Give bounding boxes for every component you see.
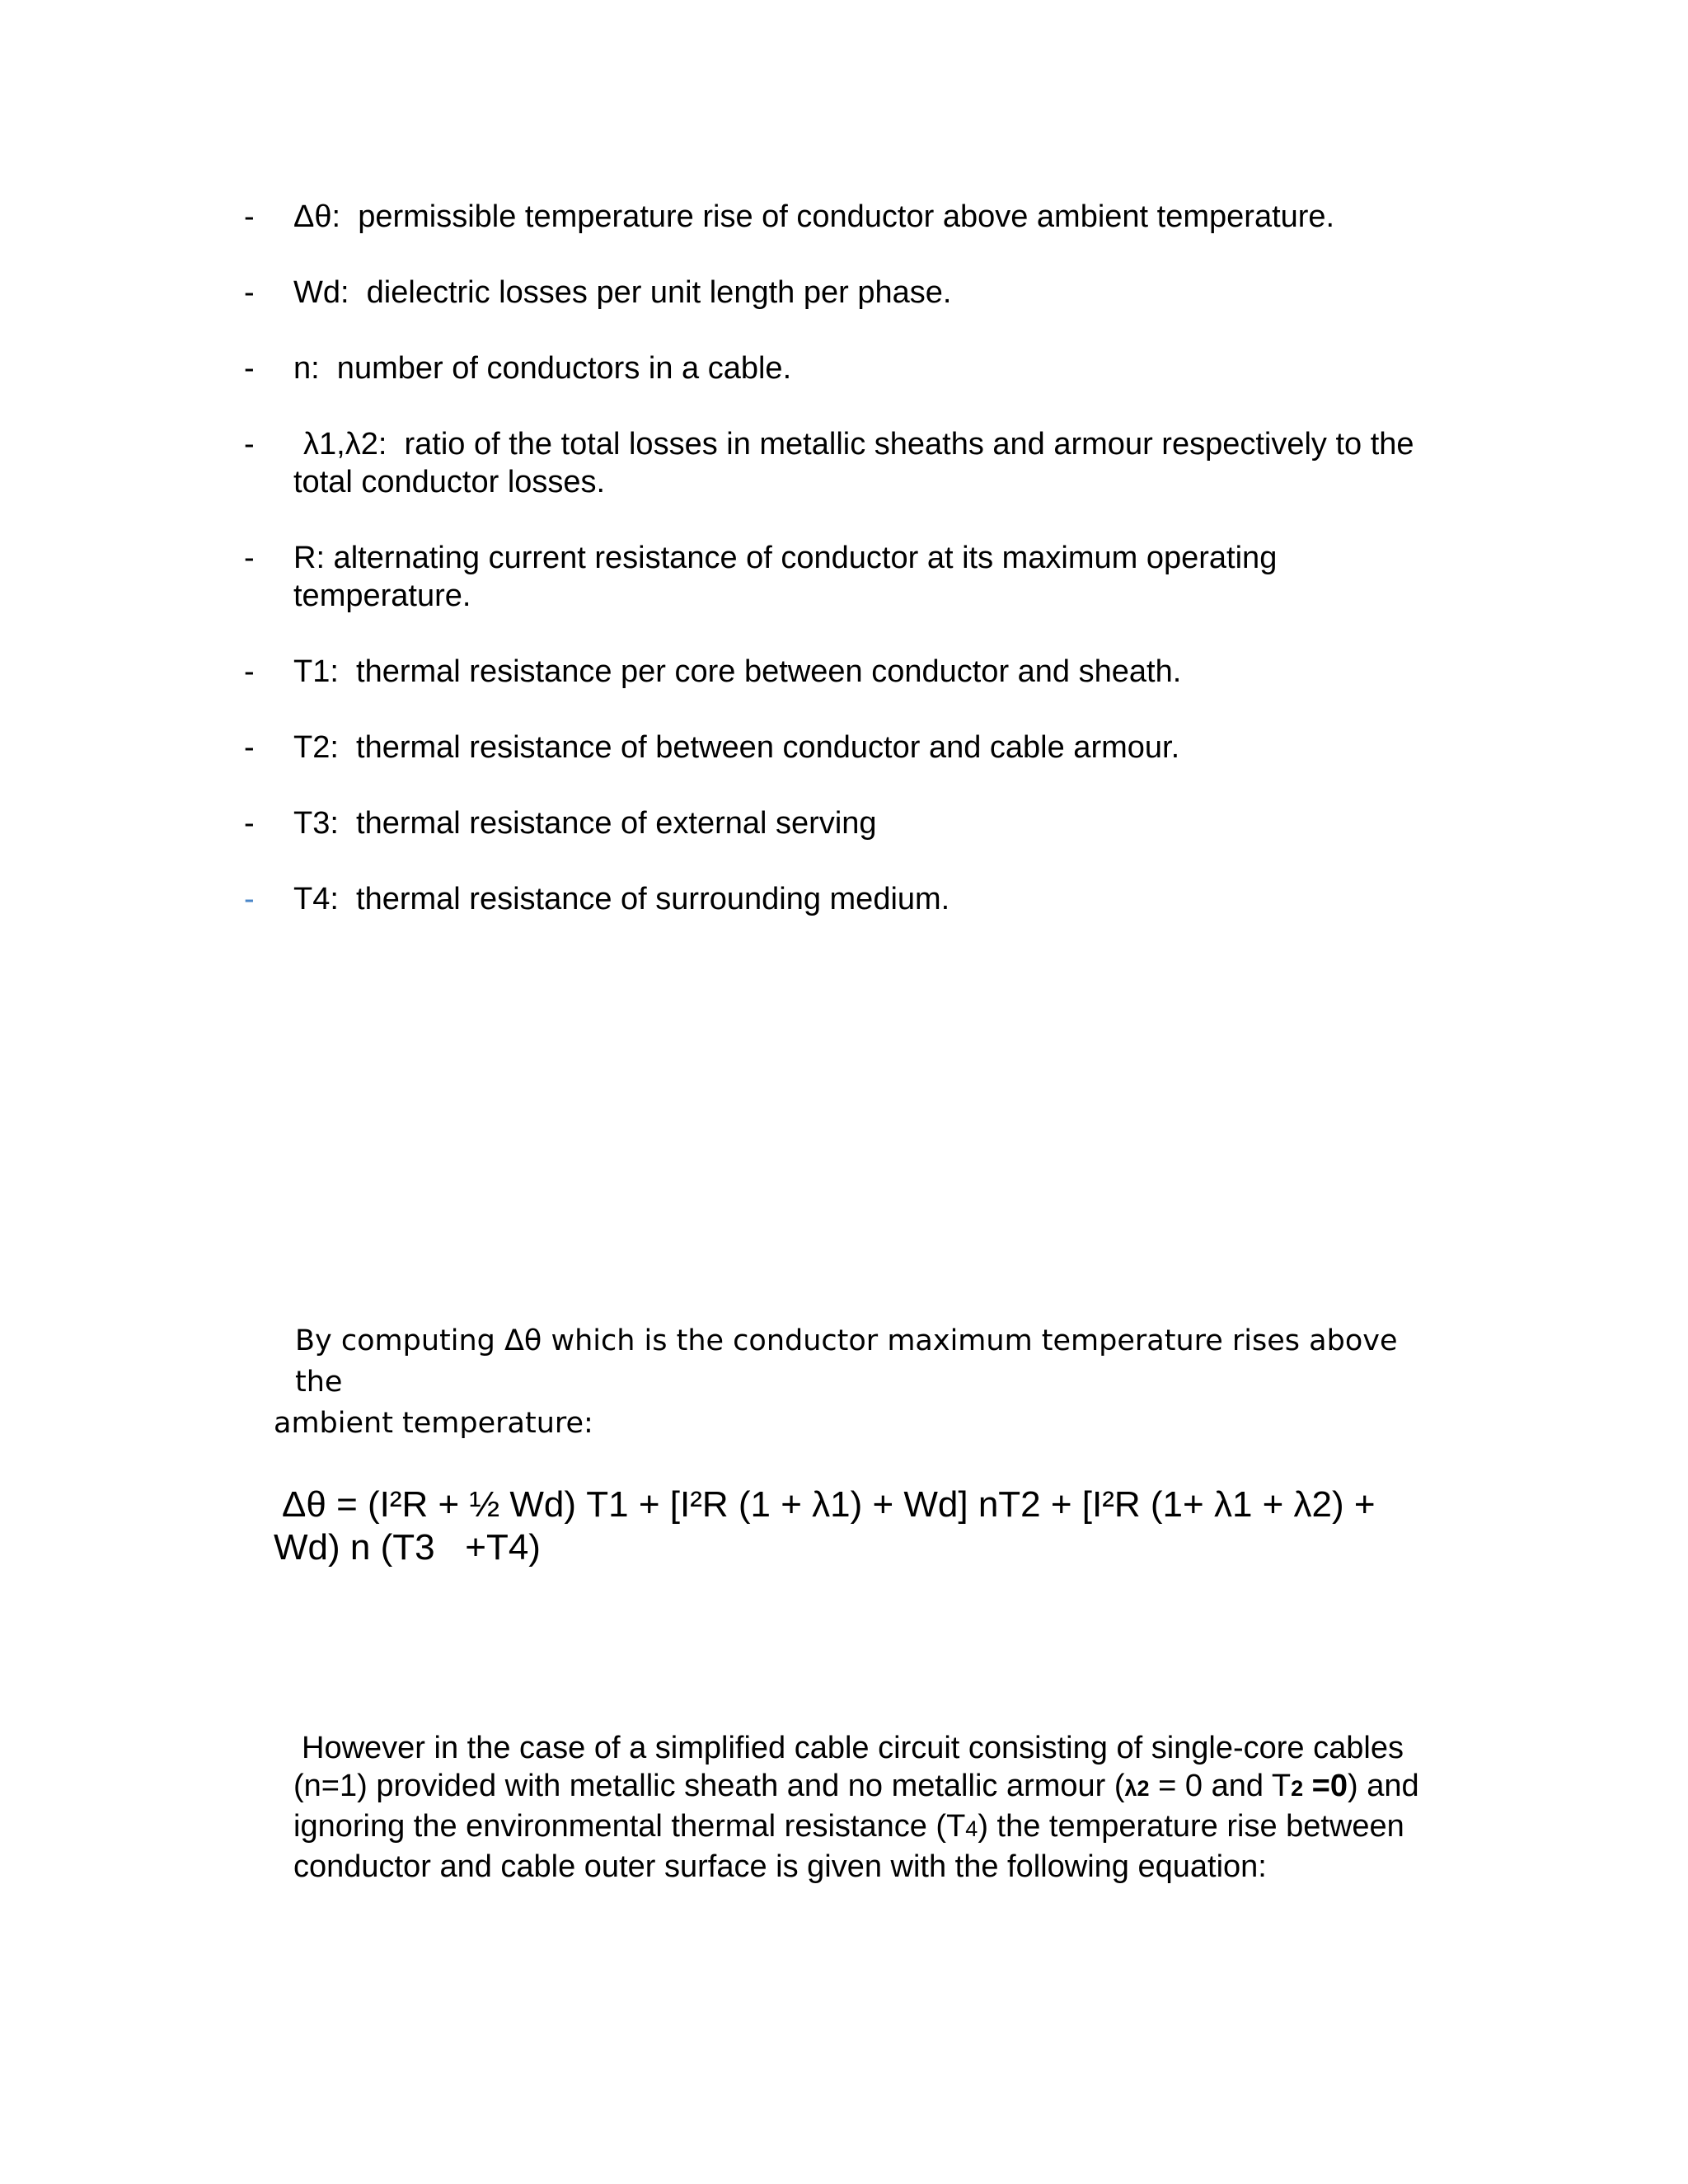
definition-text: n: number of conductors in a cable. [293, 351, 792, 386]
list-dash: - [244, 730, 255, 765]
text-run: ) and [1347, 1769, 1419, 1803]
t4-subscript: 4 [965, 1816, 978, 1841]
list-dash: - [244, 199, 255, 234]
list-dash: - [244, 351, 255, 386]
bold-zero: =0 [1303, 1769, 1348, 1803]
definition-text: T3: thermal resistance of external serving [293, 806, 877, 841]
definition-text: Wd: dielectric losses per unit length per phase. [293, 275, 952, 310]
list-dash: - [244, 427, 255, 462]
intro-line: By computing Δθ which is the conductor maximum temperature rises above the [295, 1324, 1398, 1399]
intro-paragraph [274, 1320, 1444, 1444]
definition-text: T2: thermal resistance of between conductor and cable armour. [293, 730, 1180, 765]
t2-subscript: 2 [1291, 1776, 1304, 1801]
paragraph-line [293, 1767, 1497, 1807]
list-dash: - [244, 654, 255, 689]
equation-line: Wd) n (T3 +T4) [274, 1527, 541, 1568]
paragraph-line: conductor and cable outer surface is given with the following equation: [293, 1849, 1267, 1884]
definition-text-continued: temperature. [293, 579, 471, 613]
text-run: ) the temperature rise between [978, 1809, 1404, 1844]
definition-text: T1: thermal resistance per core between conductor and sheath. [293, 654, 1182, 689]
text-run: (n=1) provided with metallic sheath and no metallic armour ( [293, 1769, 1125, 1803]
definition-text: Δθ: permissible temperature rise of conductor above ambient temperature. [293, 199, 1335, 234]
definition-text: R: alternating current resistance of conductor at its maximum operating [293, 541, 1278, 575]
definition-text: T4: thermal resistance of surrounding medium. [293, 882, 950, 916]
paragraph-line [293, 1807, 1497, 1848]
temperature-rise-equation [274, 1483, 1510, 1569]
list-dash: - [244, 806, 255, 841]
text-run: ignoring the environmental thermal resistance (T [293, 1809, 966, 1844]
definition-text: λ1,λ2: ratio of the total losses in metallic sheaths and armour respectively to the [303, 427, 1414, 462]
list-dash: - [244, 882, 255, 916]
intro-line: ambient temperature: [274, 1407, 593, 1440]
equation-line: Δθ = (I²R + ½ Wd) T1 + [I²R (1 + λ1) + Wd] nT2 + [I²R (1+ λ1 + λ2) + [282, 1484, 1376, 1525]
paragraph-line: However in the case of a simplified cable circuit consisting of single-core cables [302, 1731, 1404, 1765]
lambda2-symbol: λ2 [1124, 1776, 1150, 1801]
list-dash: - [244, 541, 255, 575]
text-run: = 0 and T [1149, 1769, 1292, 1803]
definition-text-continued: total conductor losses. [293, 465, 606, 499]
simplified-case-paragraph [293, 1729, 1497, 1886]
list-dash: - [244, 275, 255, 310]
